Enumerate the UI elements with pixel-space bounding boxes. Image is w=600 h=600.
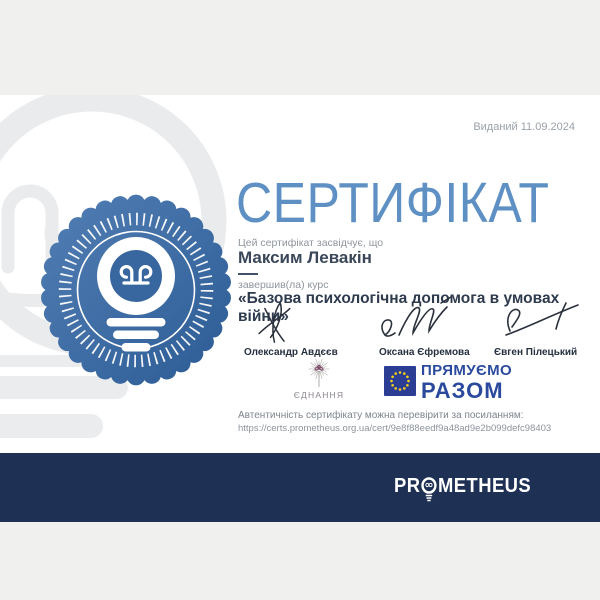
ednannia-label: ЄДНАННЯ <box>293 390 345 400</box>
recipient-name: Максим Левакін <box>238 248 372 267</box>
eu-program-logo <box>421 363 512 402</box>
lightbulb-seal-icon <box>40 194 232 386</box>
verification-url: https://certs.prometheus.org.ua/cert/9e8f88eedf9a48ad9e2b099defc98403 <box>238 423 552 434</box>
completed-label: завершив(ла) курс <box>238 279 329 291</box>
signatory-3-name: Євген Пілецький <box>494 347 578 358</box>
signature-1-image <box>240 299 330 345</box>
eu-program-line2: РАЗОМ <box>421 378 504 403</box>
signature-3-image <box>494 301 582 343</box>
eu-flag-icon <box>384 366 416 396</box>
name-divider <box>238 273 258 275</box>
brand-text-pre: PR <box>394 475 421 497</box>
certificate-card <box>0 95 600 453</box>
lightbulb-o-icon <box>421 476 438 503</box>
verification-label: Автентичність сертифікату можна перевірити за посиланням: <box>238 410 524 421</box>
eu-program-line1: ПРЯМУЄМО <box>421 362 513 379</box>
course-title: «Базова психологічна допомога в умовах війни» <box>238 290 560 325</box>
certificate-title: СЕРТИФІКАТ <box>236 171 550 235</box>
signatory-1-name: Олександр Авдєєв <box>244 347 338 358</box>
ednannia-logo <box>288 358 350 400</box>
dandelion-flower-icon <box>302 358 336 388</box>
signature-2-image <box>375 295 467 345</box>
certifies-label: Цей сертифікат засвідчує, що <box>238 237 384 249</box>
issued-date: Виданий 11.09.2024 <box>473 121 575 133</box>
brand-text-post: METHEUS <box>437 475 532 497</box>
footer-bar <box>0 453 600 522</box>
signatory-2-name: Оксана Єфремова <box>379 347 470 358</box>
prometheus-logo <box>394 476 531 503</box>
